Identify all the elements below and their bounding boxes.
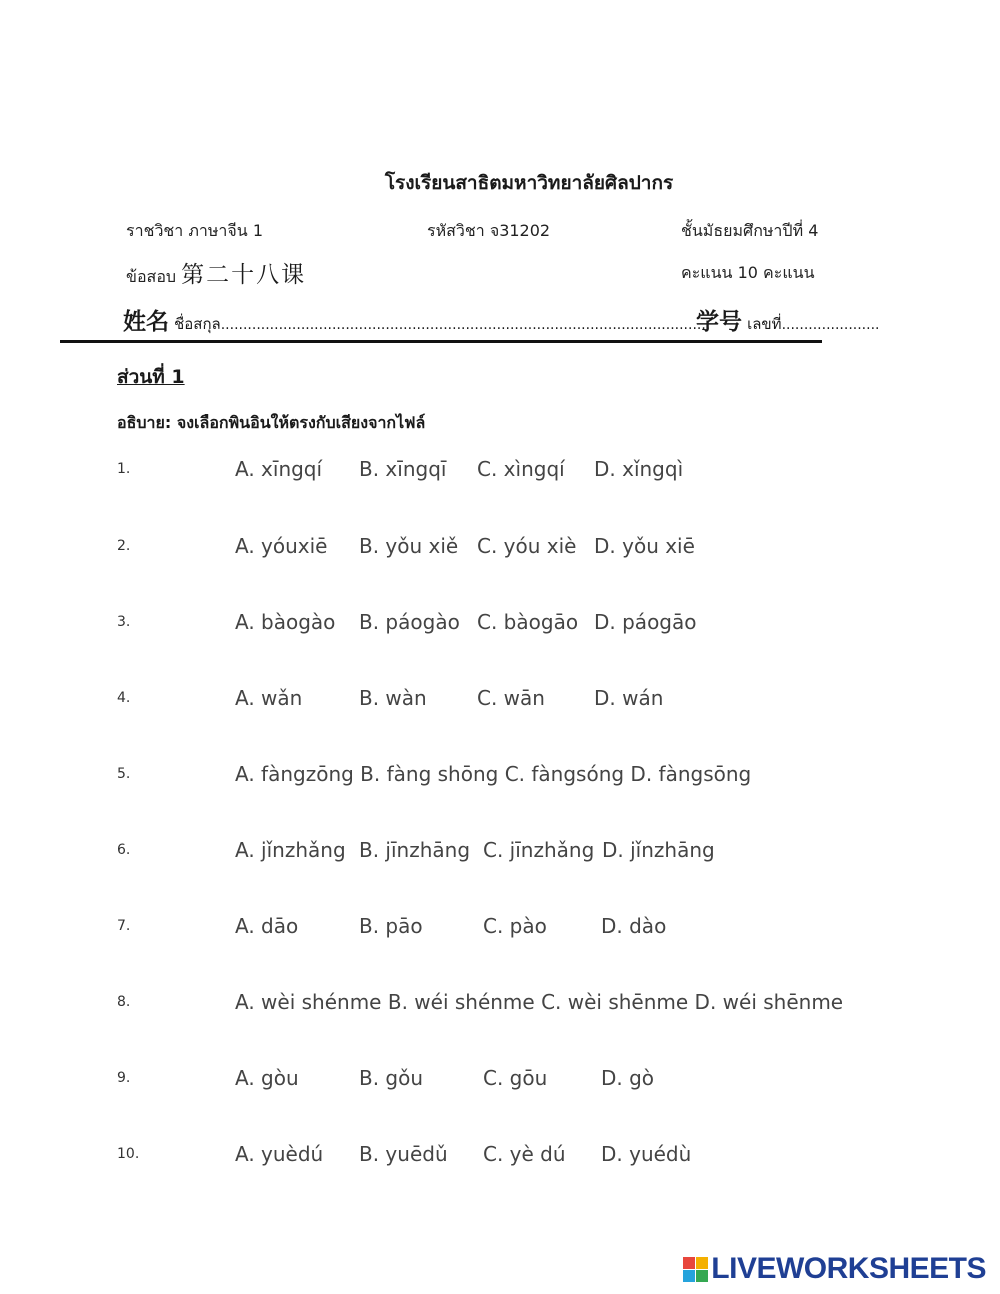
option-a[interactable]: A. xīngqí [235, 457, 323, 481]
section-title: ส่วนที่ 1 [117, 366, 185, 388]
option-a[interactable]: A. yóuxiē [235, 534, 328, 558]
option-d[interactable]: D. gò [601, 1066, 655, 1090]
logo-block-i [696, 1257, 708, 1269]
option-b[interactable]: B. xīngqī [359, 457, 447, 481]
logo-text: LIVEWORKSHEETS [711, 1252, 986, 1285]
logo-blocks-icon [683, 1257, 708, 1282]
option-b[interactable]: B. yǒu xiě [359, 534, 459, 558]
option-a[interactable]: A. yuèdú [235, 1142, 324, 1166]
option-c[interactable]: C. gōu [483, 1066, 548, 1090]
exam-label: ข้อสอบ [126, 267, 177, 286]
option-b[interactable]: B. pāo [359, 914, 423, 938]
logo-block-v [683, 1270, 695, 1282]
name-field[interactable] [123, 303, 710, 336]
logo-block-l [683, 1257, 695, 1269]
section-instruction: อธิบาย: จงเลือกพินอินให้ตรงกับเสียงจากไฟล์ [117, 413, 426, 432]
question-number: 8. [117, 994, 131, 1010]
option-d[interactable]: D. jǐnzhāng [602, 838, 715, 862]
option-c[interactable]: C. xìngqí [477, 457, 565, 481]
liveworksheets-logo[interactable] [683, 1252, 986, 1286]
question-number: 10. [117, 1146, 140, 1162]
score-label: คะแนน 10 คะแนน [681, 263, 815, 282]
option-c[interactable]: C. bàogāo [477, 610, 579, 634]
exam-heading [126, 256, 306, 290]
exam-title: 第二十八课 [181, 262, 307, 288]
option-a[interactable]: A. jǐnzhǎng [235, 838, 346, 862]
subject-label: ราชวิชา ภาษาจีน 1 [126, 221, 263, 240]
number-blank[interactable]: ...................... [781, 317, 880, 333]
option-a[interactable]: A. gòu [235, 1066, 299, 1090]
question-number: 3. [117, 614, 131, 630]
option-a[interactable]: A. wǎn [235, 686, 303, 710]
option-d[interactable]: D. yǒu xiē [594, 534, 695, 558]
number-field[interactable] [696, 303, 879, 336]
option-c[interactable]: C. yè dú [483, 1142, 566, 1166]
name-blank[interactable]: .............................................................................................................. [220, 317, 711, 333]
option-c[interactable]: C. jīnzhǎng [483, 838, 595, 862]
option-d[interactable]: D. dào [601, 914, 667, 938]
name-label-th: ชื่อสกุล [174, 315, 221, 333]
header-divider [60, 340, 822, 343]
option-b[interactable]: B. gǒu [359, 1066, 424, 1090]
option-b[interactable]: B. jīnzhāng [359, 838, 471, 862]
option-a[interactable]: A. dāo [235, 914, 299, 938]
question-number: 1. [117, 461, 131, 477]
option-d[interactable]: D. páogāo [594, 610, 697, 634]
name-label-cn: 姓名 [123, 309, 169, 335]
question-number: 5. [117, 766, 131, 782]
option-b[interactable]: B. wàn [359, 686, 427, 710]
option-a[interactable]: A. bàogào [235, 610, 336, 634]
school-name: โรงเรียนสาธิตมหาวิทยาลัยศิลปากร [384, 172, 674, 194]
option-line[interactable]: A. fàngzōng B. fàng shōng C. fàngsóng D. fàngsōng [235, 762, 752, 786]
grade-level: ชั้นมัธยมศึกษาปีที่ 4 [681, 221, 819, 240]
question-number: 2. [117, 538, 131, 554]
question-number: 4. [117, 690, 131, 706]
option-line[interactable]: A. wèi shénme B. wéi shénme C. wèi shēnme D. wéi shēnme [235, 990, 844, 1014]
option-d[interactable]: D. wán [594, 686, 664, 710]
option-c[interactable]: C. wān [477, 686, 545, 710]
question-number: 9. [117, 1070, 131, 1086]
option-c[interactable]: C. pào [483, 914, 547, 938]
option-c[interactable]: C. yóu xiè [477, 534, 577, 558]
subject-code: รหัสวิชา จ31202 [427, 221, 551, 240]
question-number: 6. [117, 842, 131, 858]
logo-block-e [696, 1270, 708, 1282]
option-d[interactable]: D. yuédù [601, 1142, 692, 1166]
number-label-cn: 学号 [696, 309, 742, 335]
option-b[interactable]: B. páogào [359, 610, 460, 634]
question-number: 7. [117, 918, 131, 934]
number-label-th: เลขที่ [747, 315, 782, 333]
option-d[interactable]: D. xǐngqì [594, 457, 684, 481]
option-b[interactable]: B. yuēdǔ [359, 1142, 448, 1166]
